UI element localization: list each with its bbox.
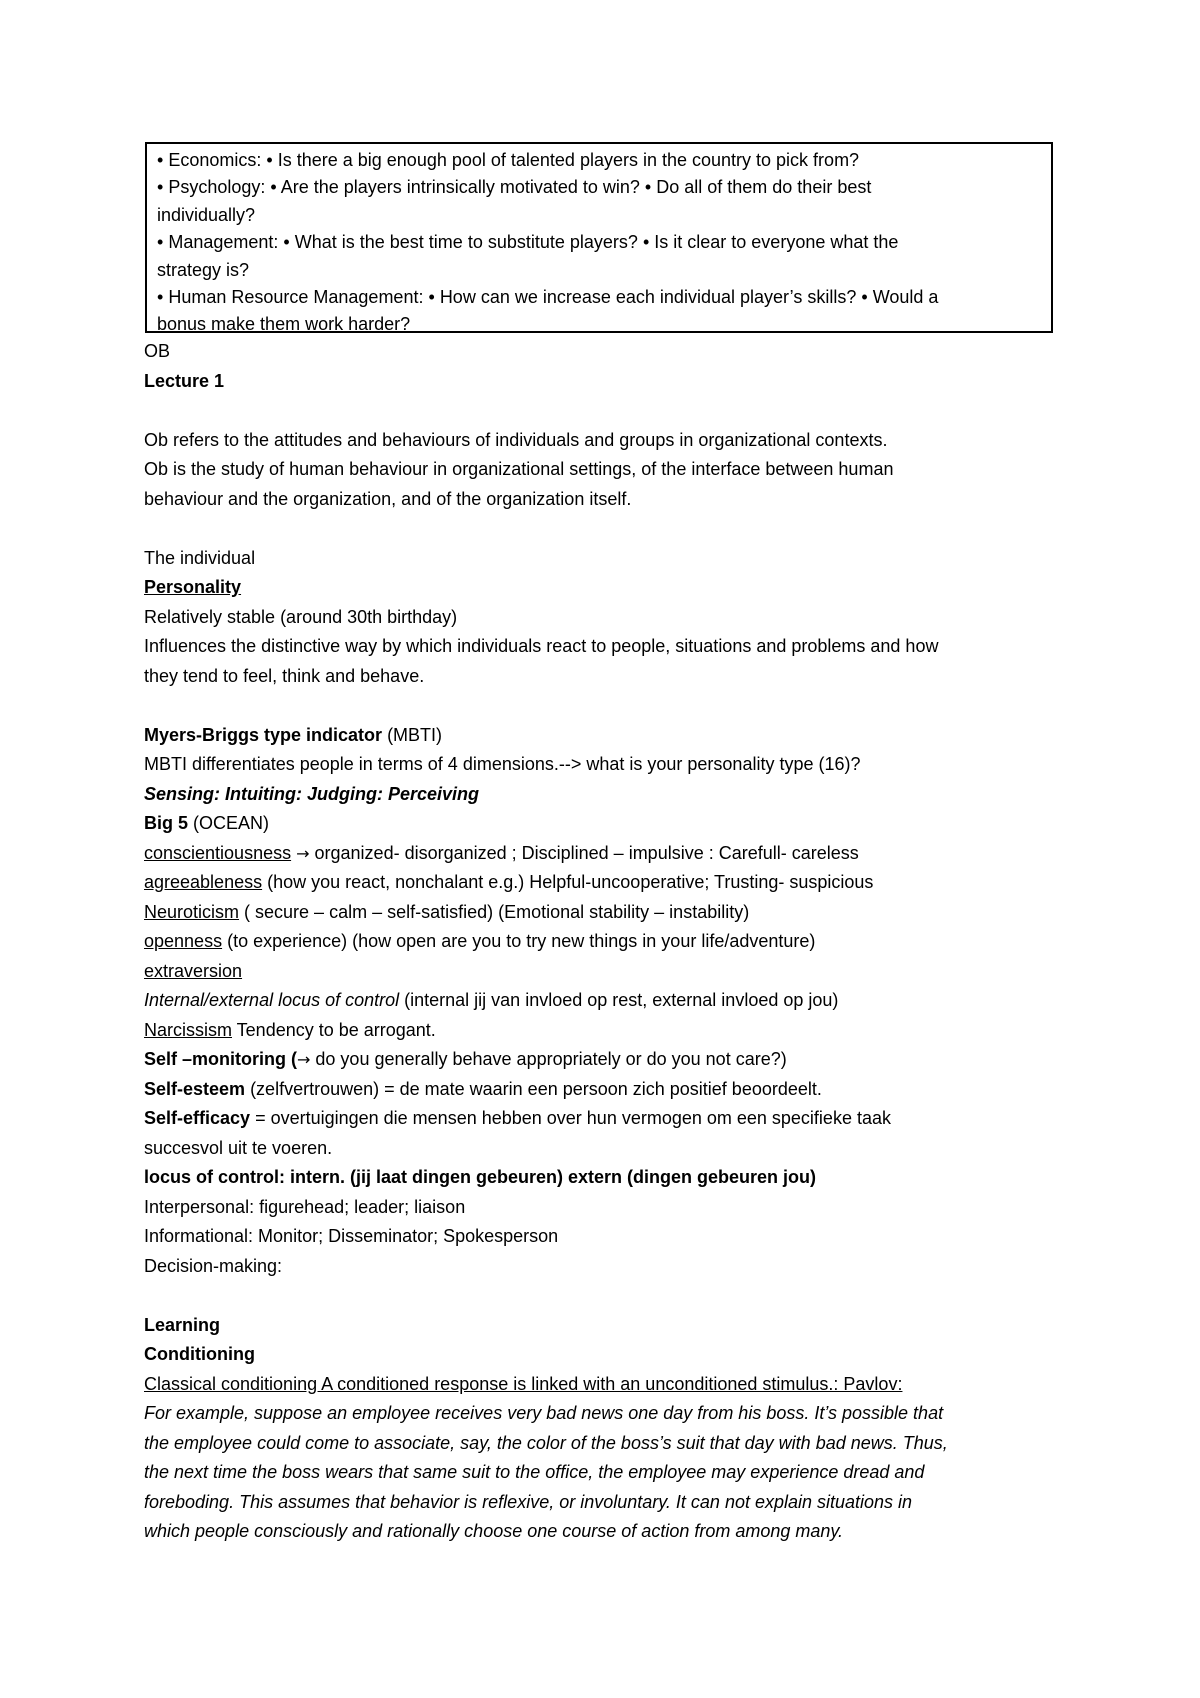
self-efficacy-line xyxy=(144,1104,1064,1134)
trait-extraversion xyxy=(144,957,1064,987)
big5-heading-line xyxy=(144,809,1064,839)
box-line-hrm-cont: bonus make them work harder? xyxy=(157,314,411,335)
trait-conscientiousness xyxy=(144,839,1064,869)
self-esteem-description: (zelfvertrouwen) = de mate waarin een persoon zich positief beoordeelt. xyxy=(245,1078,822,1099)
learning-heading-line xyxy=(144,1311,1064,1341)
mbti-heading-line xyxy=(144,721,1064,751)
notes-body xyxy=(144,337,1064,1547)
section-individual: The individual xyxy=(144,547,256,568)
bullet: • xyxy=(428,287,435,308)
box-line-management xyxy=(157,229,1043,256)
narcissism-line xyxy=(144,1016,1064,1046)
definition-2-cont: behaviour and the organization, and of the organization itself. xyxy=(144,488,632,509)
self-esteem-line xyxy=(144,1075,1064,1105)
role-informational: Informational: Monitor; Disseminator; Spokesperson xyxy=(144,1226,559,1246)
example-line-4 xyxy=(144,1488,1064,1518)
bullet: • xyxy=(642,232,650,253)
lecture-heading: Lecture 1 xyxy=(144,370,225,391)
bullet: • xyxy=(283,232,290,253)
example-text: For example, suppose an employee receives very bad news one day from his boss. It’s possible that xyxy=(144,1403,944,1423)
personality-stable: Relatively stable (around 30th birthday) xyxy=(144,606,458,627)
mbti-dimensions: Sensing: Intuiting: Judging: Perceiving xyxy=(144,783,480,804)
example-text: which people consciously and rationally choose one course of action from among many. xyxy=(144,1521,844,1541)
self-efficacy-term: Self-efficacy xyxy=(144,1108,251,1128)
learning-heading: Learning xyxy=(144,1314,221,1335)
box-line-psychology xyxy=(157,174,1043,201)
big5-abbr: (OCEAN) xyxy=(188,813,270,833)
trait-term: Neuroticism xyxy=(144,901,240,922)
locus-description: (internal jij van invloed op rest, external invloed op jou) xyxy=(399,990,839,1010)
example-text: the employee could come to associate, say, the color of the boss’s suit that day with bad news. Thus, xyxy=(144,1432,948,1453)
psychology-label: Psychology: xyxy=(168,177,266,198)
personality-heading-line xyxy=(144,573,1064,603)
bullet: • xyxy=(644,177,652,198)
bullet: • xyxy=(266,150,273,170)
self-monitoring-description: do you generally behave appropriately or do you not care?) xyxy=(310,1049,787,1069)
self-monitoring-line xyxy=(144,1045,1064,1075)
self-efficacy-description: = overtuigingen die mensen hebben over hun vermogen om een specifieke taak xyxy=(250,1108,891,1128)
bullet: • xyxy=(157,232,164,253)
locus-of-control-line xyxy=(144,986,1064,1016)
self-efficacy-line-cont: succesvol uit te voeren. xyxy=(144,1137,333,1158)
narcissism-term: Narcissism xyxy=(144,1019,232,1040)
trait-term: agreeableness xyxy=(144,872,263,892)
blank-line xyxy=(144,691,1064,721)
example-line-1 xyxy=(144,1399,1064,1429)
hrm-question-1: How can we increase each individual player’s skills? xyxy=(439,287,857,308)
trait-term: openness xyxy=(144,931,223,951)
example-text: foreboding. This assumes that behavior is reflexive, or involuntary. It can not explain situations in xyxy=(144,1491,913,1512)
hrm-label: Human Resource Management: xyxy=(168,287,424,308)
definition-2: Ob is the study of human behaviour in organizational settings, of the interface between human xyxy=(144,459,894,479)
trait-description: organized- disorganized ; Disciplined – impulsive : Carefull- careless xyxy=(309,842,859,863)
bullet: • xyxy=(270,177,277,198)
bullet: • xyxy=(157,287,164,308)
definition-1: Ob refers to the attitudes and behaviours of individuals and groups in organizational contexts. xyxy=(144,429,888,450)
conditioning-heading-line xyxy=(144,1340,1064,1370)
big5-heading: Big 5 xyxy=(144,813,189,833)
psychology-question-2: Do all of them do their best xyxy=(656,177,872,198)
bullet: • xyxy=(157,150,164,170)
hrm-question-2: Would a xyxy=(872,287,939,308)
example-line-2 xyxy=(144,1429,1064,1459)
role-interpersonal: Interpersonal: figurehead; leader; liaison xyxy=(144,1196,466,1217)
trait-agreeableness xyxy=(144,868,1064,898)
mbti-heading: Myers-Briggs type indicator xyxy=(144,724,383,745)
course-title: OB xyxy=(144,341,171,361)
box-line-hrm xyxy=(157,284,1043,311)
trait-openness xyxy=(144,927,1064,957)
trait-term: conscientiousness xyxy=(144,842,292,863)
economics-question: Is there a big enough pool of talented players in the country to pick from? xyxy=(277,150,860,170)
arrow-right-icon: → xyxy=(296,843,310,863)
blank-line xyxy=(144,396,1064,426)
mbti-abbr: (MBTI) xyxy=(382,724,443,745)
locus-summary: locus of control: intern. (jij laat dingen gebeuren) extern (dingen gebeuren jou) xyxy=(144,1167,817,1187)
arrow-right-icon: → xyxy=(297,1050,311,1069)
management-question-1: What is the best time to substitute players? xyxy=(294,232,638,253)
management-question-2: Is it clear to everyone what the xyxy=(654,232,899,253)
mbti-description: MBTI differentiates people in terms of 4 dimensions.--> what is your personality type (16)? xyxy=(144,754,861,774)
box-line-psychology-cont: individually? xyxy=(157,204,256,225)
blank-line xyxy=(144,514,1064,544)
self-monitoring-term: Self –monitoring ( xyxy=(144,1049,297,1069)
trait-term: extraversion xyxy=(144,960,243,981)
management-label: Management: xyxy=(168,232,279,253)
mbti-dimensions-line xyxy=(144,780,1064,810)
trait-description: (how you react, nonchalant e.g.) Helpful-uncooperative; Trusting- suspicious xyxy=(262,872,874,892)
conditioning-heading: Conditioning xyxy=(144,1344,255,1364)
box-line-economics xyxy=(157,147,1043,174)
lecture-title xyxy=(144,367,1064,397)
example-line-3 xyxy=(144,1458,1064,1488)
classical-conditioning-line xyxy=(144,1370,1064,1400)
discipline-questions-box xyxy=(145,142,1053,333)
trait-description: ( secure – calm – self-satisfied) (Emotional stability – instability) xyxy=(239,901,750,922)
psychology-question-1: Are the players intrinsically motivated to win? xyxy=(280,177,640,198)
locus-term: Internal/external locus of control xyxy=(144,990,400,1010)
example-text: the next time the boss wears that same suit to the office, the employee may experience dread and xyxy=(144,1462,925,1482)
bullet: • xyxy=(861,287,868,308)
role-decision-making: Decision-making: xyxy=(144,1255,283,1276)
personality-influences-cont: they tend to feel, think and behave. xyxy=(144,665,425,686)
box-line-management-cont: strategy is? xyxy=(157,259,250,280)
locus-summary-line xyxy=(144,1163,1064,1193)
personality-influences: Influences the distinctive way by which individuals react to people, situations and problems and how xyxy=(144,636,939,656)
trait-neuroticism xyxy=(144,898,1064,928)
narcissism-description: Tendency to be arrogant. xyxy=(232,1019,436,1040)
self-esteem-term: Self-esteem xyxy=(144,1078,246,1099)
trait-description: (to experience) (how open are you to try new things in your life/adventure) xyxy=(222,931,816,951)
economics-label: Economics: xyxy=(168,150,262,170)
classical-conditioning: Classical conditioning A conditioned response is linked with an unconditioned stimulus.: Pavlov: xyxy=(144,1373,903,1394)
personality-heading: Personality xyxy=(144,577,242,597)
example-line-5 xyxy=(144,1517,1064,1547)
bullet: • xyxy=(157,177,164,198)
blank-line xyxy=(144,1281,1064,1311)
